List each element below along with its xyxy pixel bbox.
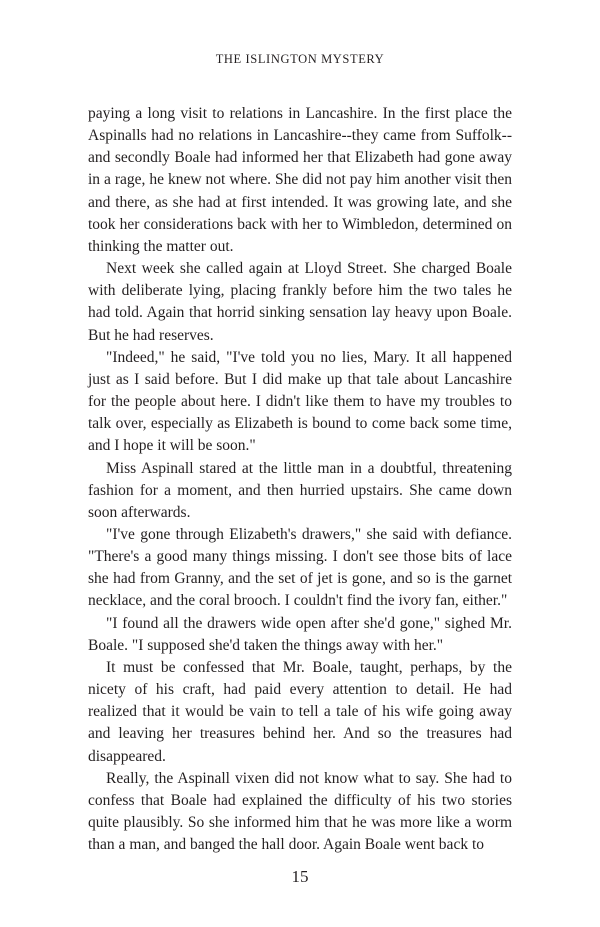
page-number: 15	[291, 867, 309, 886]
paragraph-6: "I found all the drawers wide open after she'd gone," sighed Mr. Boale. "I supposed she'd taken the things away with her."	[88, 614, 512, 654]
paragraph-5: "I've gone through Elizabeth's drawers," she said with defiance. "There's a good many things missing. I don't see those bits of lace she had from Granny, and the set of jet is gone, and so is the garnet necklace, and the coral brooch. I couldn't find the ivory fan, either."	[88, 525, 512, 610]
running-head-title: THE ISLINGTON MYSTERY	[215, 52, 385, 66]
paragraph-4: Miss Aspinall stared at the little man in a doubtful, threatening fashion for a moment, and then hurried upstairs. She came down soon afterwards.	[88, 459, 512, 521]
paragraph-3: "Indeed," he said, "I've told you no lies, Mary. It all happened just as I said before. But I did make up that tale about Lancashire for the people about here. I didn't like them to have my troubles to talk over, especially as Elizabeth is bound to come back some time, and I hope it will be soon."	[88, 348, 512, 455]
paragraph-1: paying a long visit to relations in Lancashire. In the first place the Aspinalls had no relations in Lancashire--they came from Suffolk--and secondly Boale had informed her that Elizabeth had gone away in a rage, he knew not where. She did not pay him another visit then and there, as she had at first intended. It was growing late, and she took her considerations back with her to Wimbledon, determined on thinking the matter out.	[88, 105, 512, 255]
body-text	[88, 103, 512, 856]
paragraph-7: It must be confessed that Mr. Boale, taught, perhaps, by the nicety of his craft, had paid every attention to detail. He had realized that it would be vain to tell a tale of his wife going away and leaving her treasures behind her. And so the treasures had disappeared.	[88, 658, 512, 765]
paragraph-2: Next week she called again at Lloyd Street. She charged Boale with deliberate lying, placing frankly before him the two tales he had told. Again that horrid sinking sensation lay heavy upon Boale. But he had reserves.	[88, 260, 512, 344]
paragraph-8: Really, the Aspinall vixen did not know what to say. She had to confess that Boale had explained the difficulty of his two stories quite plausibly. So she informed him that he was more like a worm than a man, and banged the hall door. Again Boale went back to	[88, 769, 512, 854]
